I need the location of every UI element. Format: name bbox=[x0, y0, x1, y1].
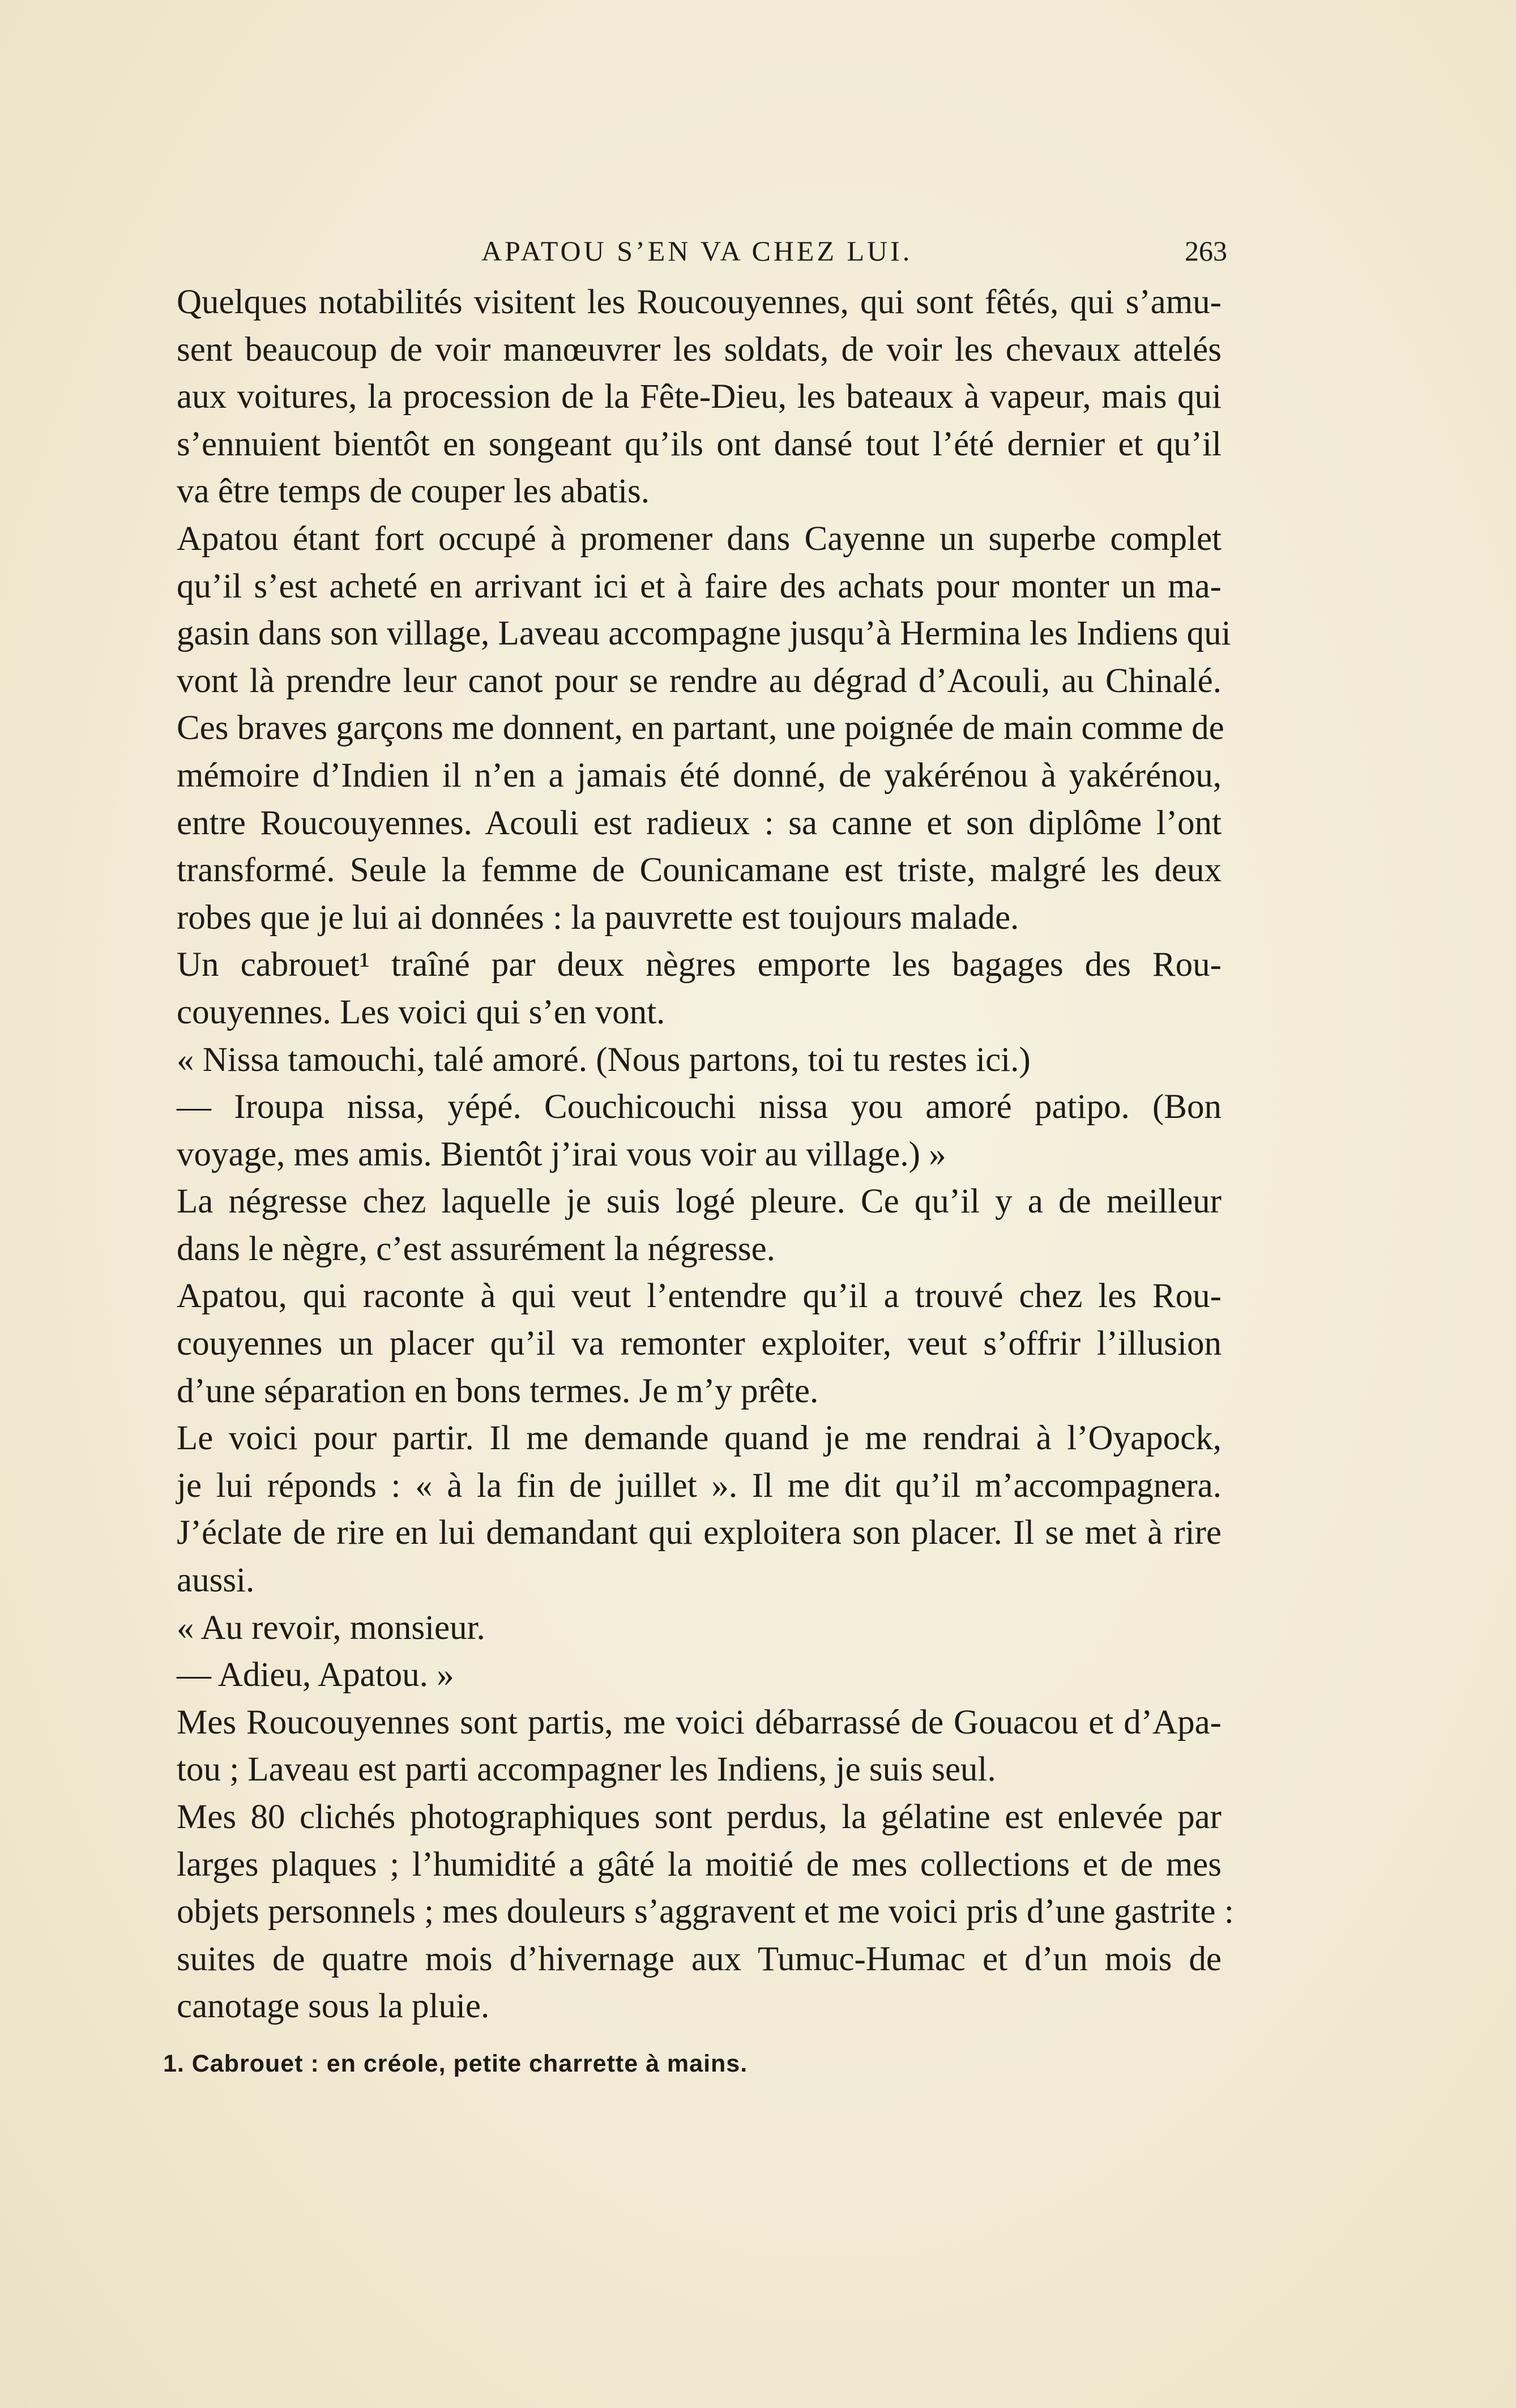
text-line: suites de quatre mois d’hivernage aux Tumuc-Humac et d’un mois de bbox=[177, 1940, 1222, 1978]
text-line: vont là prendre leur canot pour se rendre au dégrad d’Acouli, au Chinalé. bbox=[177, 661, 1222, 700]
text-line: voyage, mes amis. Bientôt j’irai vous voir au village.) » bbox=[177, 1135, 946, 1173]
text-line: mémoire d’Indien il n’en a jamais été donné, de yakérénou à yakérénou, bbox=[177, 756, 1222, 795]
text-line: aussi. bbox=[177, 1561, 255, 1600]
page-number: 263 bbox=[1185, 235, 1227, 267]
text-line: Apatou, qui raconte à qui veut l’entendre qu’il a trouvé chez les Rou- bbox=[177, 1277, 1222, 1316]
text-line: va être temps de couper les abatis. bbox=[177, 472, 650, 511]
text-line: tou ; Laveau est parti accompagner les Indiens, je suis seul. bbox=[177, 1751, 996, 1789]
text-line: aux voitures, la procession de la Fête-Dieu, les bateaux à vapeur, mais qui bbox=[177, 378, 1222, 416]
page-header bbox=[0, 231, 1516, 271]
text-line: — Iroupa nissa, yépé. Couchicouchi nissa you amoré patipo. (Bon bbox=[177, 1088, 1222, 1126]
text-line: couyennes un placer qu’il va remonter exploiter, veut s’offrir l’illusion bbox=[177, 1325, 1222, 1363]
text-line: transformé. Seule la femme de Counicamane est triste, malgré les deux bbox=[177, 851, 1222, 890]
text-line: Mes 80 clichés photographiques sont perdus, la gélatine est enlevée par bbox=[177, 1798, 1222, 1836]
text-line: gasin dans son village, Laveau accompagne jusqu’à Hermina les Indiens qui bbox=[177, 614, 1231, 653]
text-line: robes que je lui ai données : la pauvrette est toujours malade. bbox=[177, 898, 1019, 937]
text-line: objets personnels ; mes douleurs s’aggravent et me voici pris d’une gastrite : bbox=[177, 1893, 1234, 1931]
text-line: Ces braves garçons me donnent, en partant, une poignée de main comme de bbox=[177, 709, 1224, 748]
footnote: 1. Cabrouet : en créole, petite charrette à mains. bbox=[163, 2050, 748, 2077]
text-line: larges plaques ; l’humidité a gâté la moitié de mes collections et de mes bbox=[177, 1845, 1222, 1884]
text-line: J’éclate de rire en lui demandant qui exploitera son placer. Il se met à rire bbox=[177, 1514, 1222, 1552]
text-line: Apatou étant fort occupé à promener dans Cayenne un superbe complet bbox=[177, 519, 1222, 558]
text-line: « Nissa tamouchi, talé amoré. (Nous partons, toi tu restes ici.) bbox=[177, 1040, 1031, 1079]
running-title: APATOU S’EN VA CHEZ LUI. bbox=[481, 235, 913, 267]
text-line: Mes Roucouyennes sont partis, me voici débarrassé de Gouacou et d’Apa- bbox=[177, 1703, 1222, 1741]
text-line: « Au revoir, monsieur. bbox=[177, 1608, 485, 1647]
text-line: — Adieu, Apatou. » bbox=[177, 1656, 454, 1694]
text-line: s’ennuient bientôt en songeant qu’ils ont dansé tout l’été dernier et qu’il bbox=[177, 425, 1222, 463]
text-line: entre Roucouyennes. Acouli est radieux : sa canne et son diplôme l’ont bbox=[177, 804, 1222, 842]
text-line: La négresse chez laquelle je suis logé pleure. Ce qu’il y a de meilleur bbox=[177, 1182, 1222, 1221]
text-line: je lui réponds : « à la fin de juillet ». Il me dit qu’il m’accompagnera. bbox=[177, 1466, 1222, 1505]
text-line: dans le nègre, c’est assurément la négresse. bbox=[177, 1229, 775, 1268]
text-line: Le voici pour partir. Il me demande quand je me rendrai à l’Oyapock, bbox=[177, 1419, 1222, 1458]
text-line: Un cabrouet¹ traîné par deux nègres emporte les bagages des Rou- bbox=[177, 946, 1222, 984]
body-text bbox=[177, 279, 1234, 2030]
text-line: d’une séparation en bons termes. Je m’y prête. bbox=[177, 1372, 819, 1410]
text-line: sent beaucoup de voir manœuvrer les soldats, de voir les chevaux attelés bbox=[177, 330, 1222, 369]
text-line: couyennes. Les voici qui s’en vont. bbox=[177, 993, 665, 1031]
text-line: Quelques notabilités visitent les Roucouyennes, qui sont fêtés, qui s’amu- bbox=[177, 283, 1222, 321]
text-line: canotage sous la pluie. bbox=[177, 1987, 490, 2026]
text-line: qu’il s’est acheté en arrivant ici et à faire des achats pour monter un ma- bbox=[177, 567, 1222, 605]
